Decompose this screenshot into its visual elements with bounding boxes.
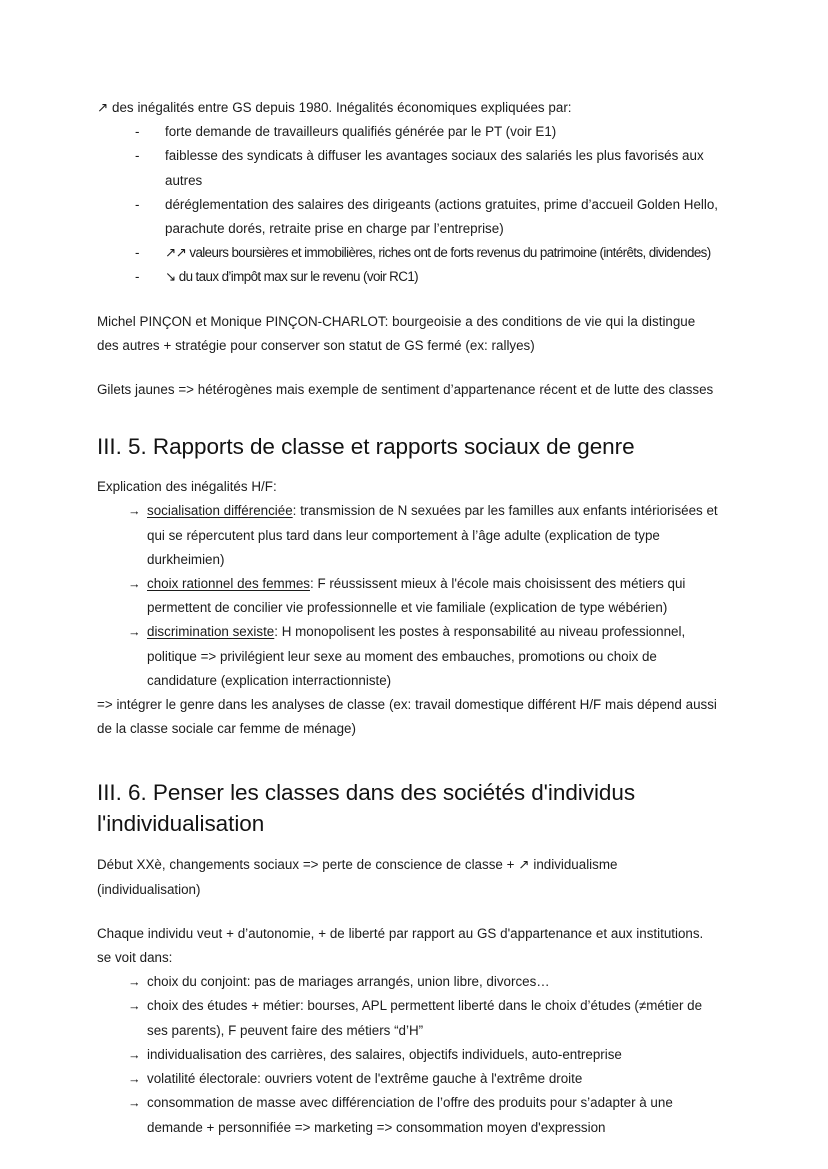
arrow-right-icon: → [128,1096,141,1111]
list-item-text: volatilité électorale: ouvriers votent de l'extrême gauche à l'extrême droite [147,1071,583,1087]
arrow-right-icon: → [128,1047,141,1062]
gilets-jaunes-paragraph: Gilets jaunes => hétérogènes mais exemple de sentiment d’appartenance récent et de lutte des classes [97,382,714,398]
list-item-term: discrimination sexiste [147,624,275,640]
list-item [135,193,720,241]
list-item [135,241,720,265]
list-item [128,499,720,572]
section-6-intro: Début XXè, changements sociaux => perte de conscience de classe + ↗ individualisme (individualisation) [97,857,618,897]
list-item [128,572,720,620]
section-6-heading-line-2: l'individualisation [97,811,265,837]
list-item [128,970,720,994]
dash-bullet-icon: - [135,196,140,212]
document-body [97,96,720,1140]
list-item-text: choix du conjoint: pas de mariages arrangés, union libre, divorces… [147,974,550,990]
section-6-lead: Chaque individu veut + d’autonomie, + de liberté par rapport au GS d'appartenance et aux institutions. se voit dans: [97,925,704,966]
list-item [135,144,720,192]
spacer [97,358,720,378]
list-item-term: socialisation différenciée [147,503,293,519]
section-6-heading-line-1: III. 6. Penser les classes dans des sociétés d'individus [97,780,636,806]
section-6-heading [97,777,720,839]
section-5-heading: III. 5. Rapports de classe et rapports sociaux de genre [97,434,635,460]
list-item [128,1043,720,1067]
list-item-text: déréglementation des salaires des dirigeants (actions gratuites, prime d’accueil Golden Hello, parachute dorés, retraite prise en charge par l’entreprise) [165,196,719,237]
arrow-right-icon: → [128,625,141,640]
inequality-causes-list [97,120,720,289]
arrow-right-icon: → [128,999,141,1014]
list-item [128,620,720,693]
list-item-text: individualisation des carrières, des salaires, objectifs individuels, auto-entreprise [147,1046,622,1062]
list-item [128,994,720,1042]
dash-bullet-icon: - [135,245,140,261]
section-6-heading-block [97,777,720,839]
intro-paragraph: ↗ des inégalités entre GS depuis 1980. Inégalités économiques expliquées par: [97,100,572,115]
arrow-right-icon: → [128,975,141,990]
list-item-term: choix rationnel des femmes [147,576,310,592]
list-item [135,120,720,144]
list-item-text: : H monopolisent les postes à responsabilité au niveau professionnel, politique => privilégient leur sexe au moment des embauches, promotions ou choix de candidature (explication interractionniste) [147,624,686,688]
list-item-text: : F réussissent mieux à l'école mais choisissent des métiers qui permettent de concilier vie professionnelle et vie familiale (explication de type wébérien) [147,576,686,616]
list-item-text: : transmission de N sexuées par les familles aux enfants intériorisées et qui se répercutent plus tard dans leur comportement à l’âge adulte (explication de type durkheimien) [147,503,718,567]
dash-bullet-icon: - [135,124,140,140]
section-5-intro: Explication des inégalités H/F: [97,479,277,495]
spacer [97,902,720,922]
list-item [128,1067,720,1091]
pincon-paragraph: Michel PINÇON et Monique PINÇON-CHARLOT: bourgeoisie a des conditions de vie qui la distingue des autres + stratégie pour conserver son statut de GS fermé (ex: rallyes) [97,313,696,353]
arrow-right-icon: → [128,504,141,519]
section-5-heading-block [97,431,720,462]
list-item-text: consommation de masse avec différenciation de l’offre des produits pour s’adapter à une demande + personnifiée => marketing => consommation moyen d'expression [147,1095,673,1135]
arrow-right-icon: → [128,577,141,592]
gender-inequality-list [97,499,720,693]
list-item-text: forte demande de travailleurs qualifiés générée par le PT (voir E1) [165,124,557,140]
list-item [135,265,720,289]
arrow-right-icon: → [128,1072,141,1087]
dash-bullet-icon: - [135,269,140,285]
dash-bullet-icon: - [135,148,140,164]
spacer [97,290,720,310]
list-item-text: faiblesse des syndicats à diffuser les avantages sociaux des salariés les plus favorisés aux autres [165,148,704,188]
list-item-text: choix des études + métier: bourses, APL permettent liberté dans le choix d’études (≠métier de ses parents), F peuvent faire des métiers “d’H” [147,998,703,1038]
section-5-conclusion: => intégrer le genre dans les analyses de classe (ex: travail domestique différent H/F mais dépend aussi de la classe sociale car femme de ménage) [97,697,717,737]
list-item [128,1091,720,1139]
list-item-text: ↗↗ valeurs boursières et immobilières, riches ont de forts revenus du patrimoine (intérêts, dividendes) [165,245,711,261]
list-item-text: ↘ du taux d’impôt max sur le revenu (voir RC1) [165,269,419,285]
individualisation-list [97,970,720,1139]
